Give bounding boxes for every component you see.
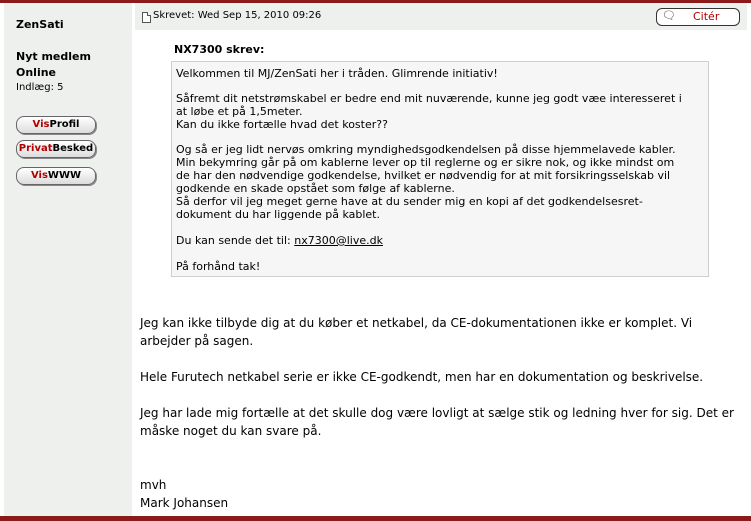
view-profile-button[interactable] xyxy=(16,116,96,134)
post-signature: Mark Johansen xyxy=(140,496,229,510)
author-sidebar xyxy=(4,3,132,516)
quote-button-label: Citér xyxy=(693,10,720,23)
post-content xyxy=(135,3,747,516)
quote-email-prefix: Du kan sende det til: xyxy=(176,234,291,247)
quote-line: Så derfor vil jeg meget gerne have at du sender mig en kopi af det godkendelsesret- xyxy=(176,195,643,208)
quote-bubble-icon: 🗨 xyxy=(662,9,676,22)
view-profile-button-prefix: Vis xyxy=(32,119,50,130)
post-body-line: måske noget du kan svare på. xyxy=(140,424,322,438)
quote-line: godkende en skade opstået som følge af kablerne. xyxy=(176,182,455,195)
post-timestamp: Skrevet: Wed Sep 15, 2010 09:26 xyxy=(153,10,322,21)
quote-line: dokument du har liggende på kablet. xyxy=(176,208,380,221)
author-name[interactable]: ZenSati xyxy=(16,18,64,31)
quote-line: Kan du ikke fortælle hvad det koster?? xyxy=(176,118,388,131)
post-body-line: Jeg har lade mig fortælle at det skulle dog være lovligt at sælge stik og ledning hver for sig. Det er xyxy=(140,406,734,420)
view-www-button-label: WWW xyxy=(47,170,82,181)
email-link[interactable]: nx7300@live.dk xyxy=(294,234,383,247)
post-body-line: arbejder på sagen. xyxy=(140,334,254,348)
quote-line: at løbe et på 1,5meter. xyxy=(176,105,303,118)
quote-button[interactable] xyxy=(656,8,740,26)
post-document-icon[interactable] xyxy=(142,12,151,23)
quote-line: de har den nødvendige godkendelse, hvilket er nødvendig for at mit forsikringsselskab vil xyxy=(176,169,671,182)
bottom-border xyxy=(0,516,751,521)
post-body-line: Jeg kan ikke tilbyde dig at du køber et netkabel, da CE-dokumentationen ikke er komplet. Vi xyxy=(140,316,693,330)
post-signoff: mvh xyxy=(140,478,167,492)
author-online-status: Online xyxy=(16,66,57,79)
view-www-button[interactable] xyxy=(16,167,96,185)
author-rank: Nyt medlem xyxy=(16,50,91,63)
quote-line: Såfremt dit netstrømskabel er bedre end mit nuværende, kunne jeg godt væe interesseret i xyxy=(176,92,682,105)
quote-email-line xyxy=(176,234,383,247)
quote-box xyxy=(171,61,709,277)
private-message-button[interactable] xyxy=(16,140,96,158)
author-post-count: Indlæg: 5 xyxy=(16,82,64,93)
view-www-button-prefix: Vis xyxy=(30,170,48,181)
view-profile-button-label: Profil xyxy=(49,119,80,130)
quote-line: Velkommen til MJ/ZenSati her i tråden. Glimrende initiativ! xyxy=(176,67,498,80)
quote-line: Min bekymring går på om kablerne lever op til reglerne og er sikre nok, og ikke mindst om xyxy=(176,156,675,169)
quote-line: Og så er jeg lidt nervøs omkring myndighedsgodkendelsen på disse hjemmelavede kabler. xyxy=(176,143,676,156)
post-body-line: Hele Furutech netkabel serie er ikke CE-godkendt, men har en dokumentation og beskrivelse. xyxy=(140,370,704,384)
quote-line: På forhånd tak! xyxy=(176,260,261,273)
quote-author-header: NX7300 skrev: xyxy=(174,43,265,56)
private-message-button-label: Besked xyxy=(52,143,94,154)
private-message-button-prefix: Privat xyxy=(18,143,53,154)
post-header xyxy=(135,3,747,30)
